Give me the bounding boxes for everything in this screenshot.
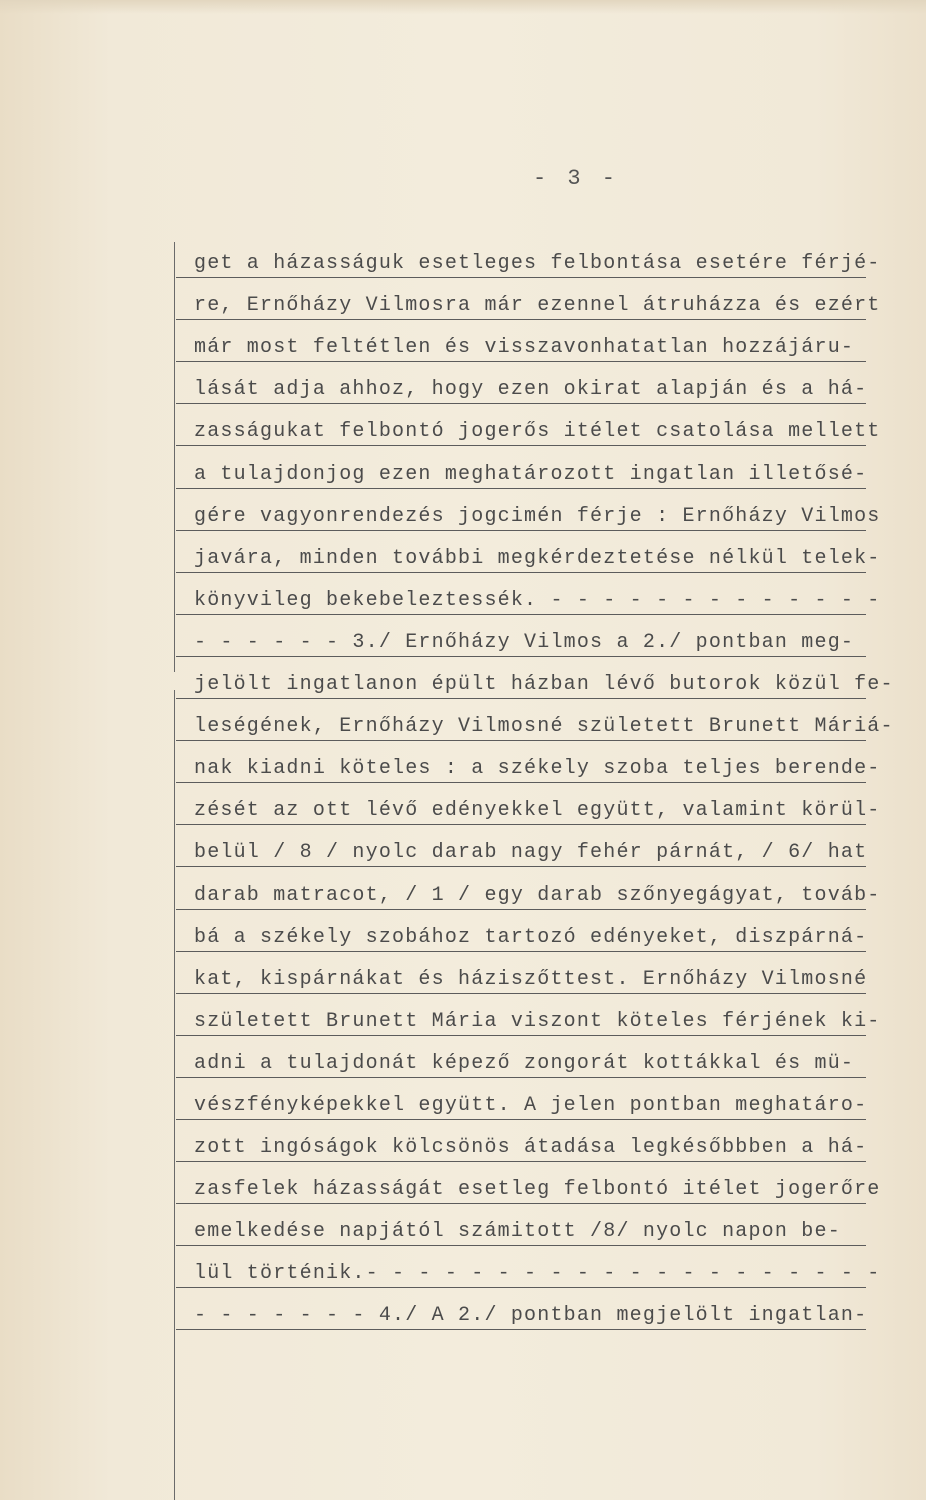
text-line: zését az ott lévő edényekkel együtt, valamint körül-: [176, 783, 866, 825]
text-line: leségének, Ernőházy Vilmosné született Brunett Máriá-: [176, 699, 866, 741]
text-line: gére vagyonrendezés jogcimén férje : Ernőházy Vilmos: [176, 489, 866, 531]
text-line: kat, kispárnákat és háziszőttest. Ernőházy Vilmosné: [176, 952, 866, 994]
text-line: a tulajdonjog ezen meghatározott ingatlan illetősé-: [176, 446, 866, 488]
text-line: vészfényképekkel együtt. A jelen pontban meghatáro-: [176, 1078, 866, 1120]
text-line: nak kiadni köteles : a székely szoba teljes berende-: [176, 741, 866, 783]
text-line: - - - - - - - 4./ A 2./ pontban megjelölt ingatlan-: [176, 1288, 866, 1330]
text-line: már most feltétlen és visszavonhatatlan hozzájáru-: [176, 320, 866, 362]
margin-rule: [174, 242, 175, 672]
text-line: lül történik.- - - - - - - - - - - - - - - - - - - -: [176, 1246, 866, 1288]
text-line: get a házasságuk esetleges felbontása esetére férjé-: [176, 236, 866, 278]
text-line: javára, minden további megkérdeztetése nélkül telek-: [176, 531, 866, 573]
margin-rule-lower: [174, 690, 175, 1500]
text-line: belül / 8 / nyolc darab nagy fehér párnát, / 6/ hat: [176, 825, 866, 867]
text-line: emelkedése napjától számitott /8/ nyolc napon be-: [176, 1204, 866, 1246]
text-line: zott ingóságok kölcsönös átadása legkésőbbben a há-: [176, 1120, 866, 1162]
text-line: adni a tulajdonát képező zongorát kottákkal és mü-: [176, 1036, 866, 1078]
text-line: re, Ernőházy Vilmosra már ezennel átruházza és ezért: [176, 278, 866, 320]
paper-crease: [0, 0, 926, 14]
text-line: lását adja ahhoz, hogy ezen okirat alapján és a há-: [176, 362, 866, 404]
text-line: könyvileg bekebeleztessék. - - - - - - - - - - - - -: [176, 573, 866, 615]
typed-text-block: [176, 236, 894, 1330]
text-line: bá a székely szobához tartozó edényeket, diszpárná-: [176, 910, 866, 952]
text-line: jelölt ingatlanon épült házban lévő butorok közül fe-: [176, 657, 866, 699]
text-line: - - - - - - 3./ Ernőházy Vilmos a 2./ pontban meg-: [176, 615, 866, 657]
text-line: zasfelek házasságát esetleg felbontó itélet jogerőre: [176, 1162, 866, 1204]
page-number: - 3 -: [533, 166, 620, 191]
text-line: zasságukat felbontó jogerős itélet csatolása mellett: [176, 404, 866, 446]
text-line: darab matracot, / 1 / egy darab szőnyegágyat, továb-: [176, 867, 866, 909]
text-line: született Brunett Mária viszont köteles férjének ki-: [176, 994, 866, 1036]
